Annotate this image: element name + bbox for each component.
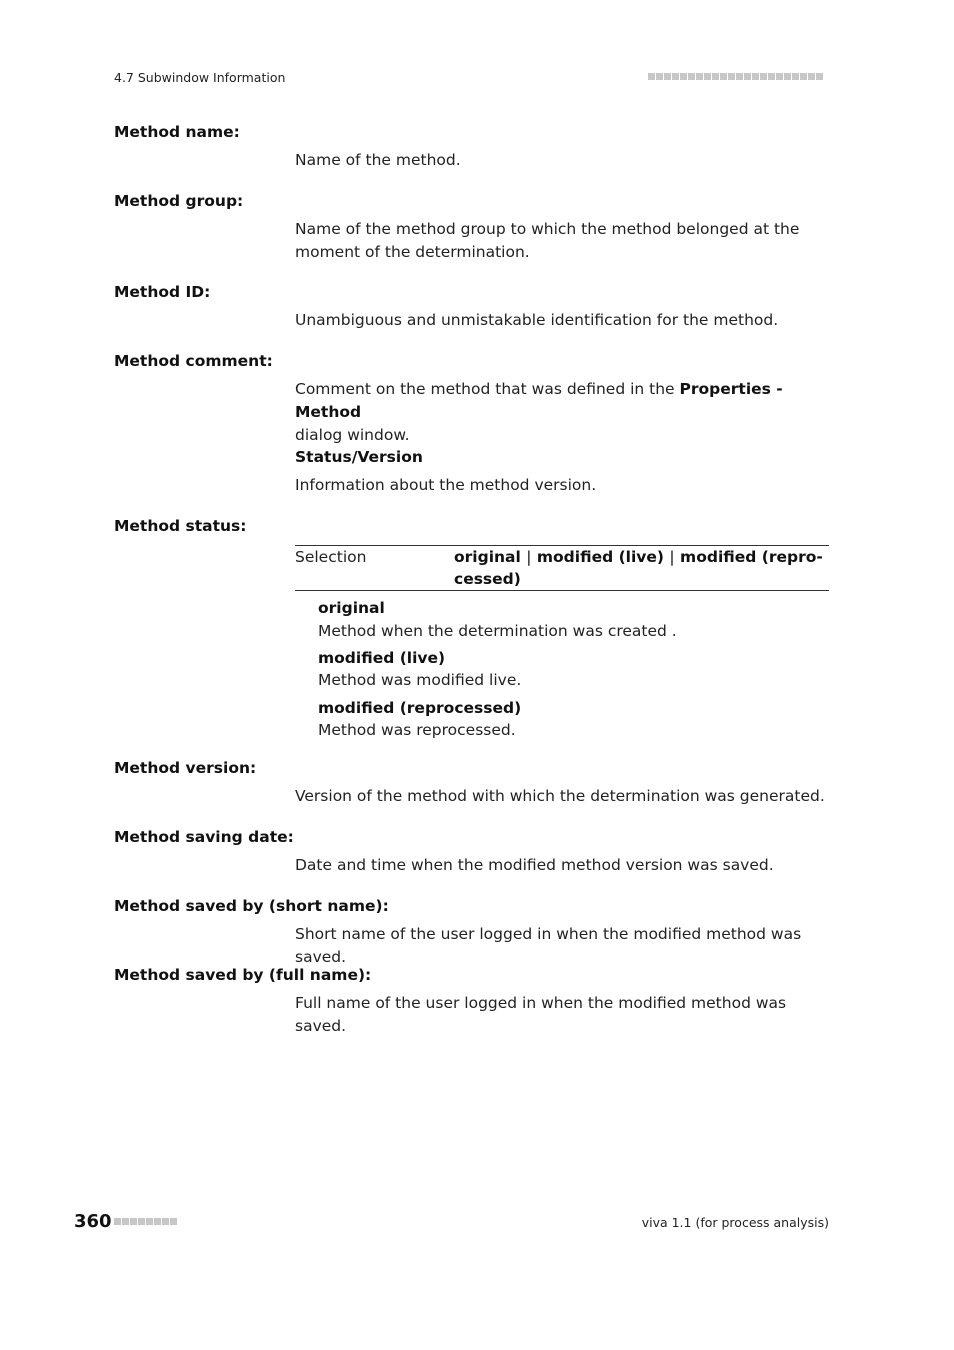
desc-method-id: Unambiguous and unmistakable identification for the method. <box>295 311 779 329</box>
desc-method-version: Version of the method with which the determination was generated. <box>295 787 825 805</box>
value-original: original <box>454 548 521 566</box>
desc-line: dialog window. <box>295 426 410 444</box>
desc-method-comment <box>295 378 835 447</box>
option-name: modified (reprocessed) <box>318 699 522 717</box>
term-method-comment: Method comment: <box>114 352 273 370</box>
desc-text: Comment on the method that was defined in the <box>295 380 680 398</box>
separator: | <box>526 548 532 566</box>
value-modified-reprocessed: modified (repro- <box>680 548 823 566</box>
term-method-version: Method version: <box>114 759 257 777</box>
desc-method-name: Name of the method. <box>295 151 461 169</box>
option-name: modified (live) <box>318 649 446 667</box>
term-saved-by-short: Method saved by (short name): <box>114 897 389 915</box>
option-desc: Method when the determination was created . <box>318 622 677 640</box>
value-modified-reprocessed-cont: cessed) <box>454 570 521 588</box>
term-saved-by-full: Method saved by (full name): <box>114 966 372 984</box>
desc-line: moment of the determination. <box>295 243 530 261</box>
term-method-status: Method status: <box>114 517 247 535</box>
footer-product-name: viva 1.1 (for process analysis) <box>641 1215 829 1230</box>
dialog-name-bold: Properties - Method <box>295 380 783 421</box>
separator: | <box>669 548 675 566</box>
desc-saved-by-full: Full name of the user logged in when the modified method was saved. <box>295 994 787 1035</box>
value-modified-live: modified (live) <box>536 548 664 566</box>
footer-decoration-dots <box>114 1218 177 1225</box>
option-desc: Method was modified live. <box>318 671 522 689</box>
term-method-group: Method group: <box>114 192 244 210</box>
term-method-name: Method name: <box>114 123 240 141</box>
selection-values <box>454 546 826 590</box>
option-name: original <box>318 599 385 617</box>
term-method-saving-date: Method saving date: <box>114 828 294 846</box>
desc-status-version: Information about the method version. <box>295 476 597 494</box>
subheading-status-version: Status/Version <box>295 448 423 466</box>
term-method-id: Method ID: <box>114 283 211 301</box>
desc-line: Name of the method group to which the method belonged at the <box>295 220 800 238</box>
desc-saved-by-short: Short name of the user logged in when the modified method was saved. <box>295 925 802 966</box>
header-decoration-dots <box>648 73 823 80</box>
selection-table <box>295 545 829 591</box>
option-desc: Method was reprocessed. <box>318 721 516 739</box>
desc-method-saving-date: Date and time when the modified method version was saved. <box>295 856 774 874</box>
page-number: 360 <box>74 1211 112 1232</box>
selection-label: Selection <box>295 548 367 566</box>
running-header-section: 4.7 Subwindow Information <box>114 70 286 85</box>
desc-method-group <box>295 218 835 264</box>
